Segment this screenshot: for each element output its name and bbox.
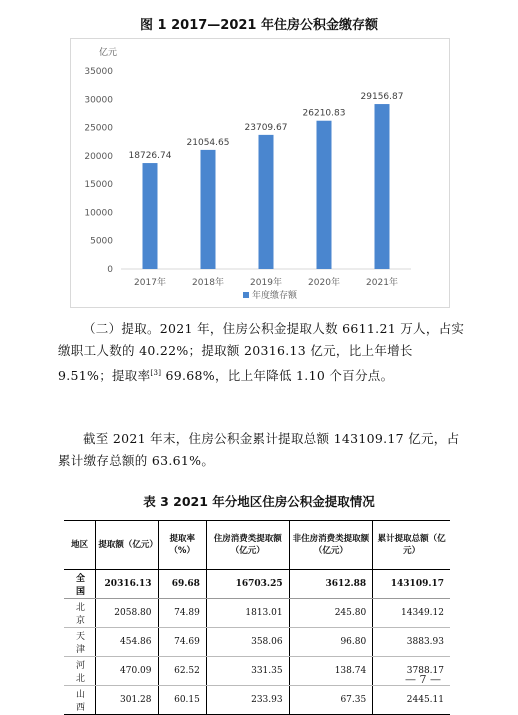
data-label: 23709.67 xyxy=(244,122,288,133)
x-tick-label: 2019年 xyxy=(250,278,282,288)
table-cell: 2445.11 xyxy=(373,686,450,715)
table-cell: 河北 xyxy=(64,657,96,686)
bar-chart xyxy=(70,38,450,308)
table-cell: 3612.88 xyxy=(289,570,373,599)
column-header: 非住房消费类提取额（亿元） xyxy=(289,521,373,570)
table-cell: 233.93 xyxy=(206,686,289,715)
y-tick-label: 20000 xyxy=(84,151,113,162)
table-body xyxy=(64,570,450,715)
table-cell: 470.09 xyxy=(96,657,158,686)
paragraph-withdrawal xyxy=(58,318,468,387)
y-tick-label: 30000 xyxy=(84,95,113,106)
table-row xyxy=(64,657,450,686)
para2-text: 截至 2021 年末，住房公积金累计提取总额 143109.17 亿元，占累计缴存总额的 63.61%。 xyxy=(58,431,460,468)
table-cell: 60.15 xyxy=(158,686,206,715)
withdrawal-table xyxy=(64,520,450,715)
data-label: 21054.65 xyxy=(186,137,230,148)
table-row xyxy=(64,599,450,628)
table-cell: 138.74 xyxy=(289,657,373,686)
para1-text: （二）提取。2021 年，住房公积金提取人数 6611.21 万人，占实缴职工人数的 40.22%；提取额 20316.13 亿元，比上年增长 9.51%；提取率 xyxy=(58,321,465,384)
bar-2019年 xyxy=(259,135,274,269)
y-tick-label: 5000 xyxy=(90,236,113,247)
table-cell: 67.35 xyxy=(289,686,373,715)
bar-2020年 xyxy=(317,121,332,269)
chart-svg xyxy=(71,39,449,307)
table-row xyxy=(64,628,450,657)
legend-label: 年度缴存额 xyxy=(252,291,298,301)
column-header: 累计提取总额（亿元） xyxy=(373,521,450,570)
y-tick-label: 0 xyxy=(107,265,113,275)
x-tick-label: 2017年 xyxy=(134,278,166,288)
x-tick-label: 2018年 xyxy=(192,278,224,288)
legend-swatch xyxy=(243,292,249,298)
column-header: 地区 xyxy=(64,521,96,570)
table-cell: 1813.01 xyxy=(206,599,289,628)
column-header: 提取率（%） xyxy=(158,521,206,570)
y-tick-label: 25000 xyxy=(84,123,113,134)
x-tick-label: 2021年 xyxy=(366,278,398,288)
table-cell: 245.80 xyxy=(289,599,373,628)
table-cell: 14349.12 xyxy=(373,599,450,628)
y-tick-label: 35000 xyxy=(84,67,113,77)
table-cell: 3883.93 xyxy=(373,628,450,657)
table-cell: 96.80 xyxy=(289,628,373,657)
column-header: 提取额（亿元） xyxy=(96,521,158,570)
y-tick-label: 15000 xyxy=(84,180,113,191)
table-cell: 全国 xyxy=(64,570,96,599)
table-cell: 69.68 xyxy=(158,570,206,599)
bar-2018年 xyxy=(201,150,216,269)
footnote-ref[interactable]: [3] xyxy=(150,369,162,377)
table-cell: 2058.80 xyxy=(96,599,158,628)
table-cell: 16703.25 xyxy=(206,570,289,599)
table-header-row xyxy=(64,521,450,570)
table-row xyxy=(64,570,450,599)
table-cell: 454.86 xyxy=(96,628,158,657)
data-label: 29156.87 xyxy=(360,92,404,103)
page-number: — 7 — xyxy=(405,673,441,686)
table-row xyxy=(64,686,450,715)
table-cell: 74.89 xyxy=(158,599,206,628)
x-tick-label: 2020年 xyxy=(308,278,340,288)
bar-2021年 xyxy=(375,104,390,269)
paragraph-cumulative xyxy=(58,428,468,472)
table-cell: 山西 xyxy=(64,686,96,715)
y-axis-unit: 亿元 xyxy=(99,48,118,58)
table-cell: 143109.17 xyxy=(373,570,450,599)
data-label: 26210.83 xyxy=(302,108,346,119)
table-cell: 74.69 xyxy=(158,628,206,657)
table-cell: 北京 xyxy=(64,599,96,628)
table-cell: 358.06 xyxy=(206,628,289,657)
column-header: 住房消费类提取额（亿元） xyxy=(206,521,289,570)
table-cell: 331.35 xyxy=(206,657,289,686)
para1-end: 69.68%，比上年降低 1.10 个百分点。 xyxy=(161,368,394,384)
table-cell: 天津 xyxy=(64,628,96,657)
table-cell: 62.52 xyxy=(158,657,206,686)
table-cell: 301.28 xyxy=(96,686,158,715)
table-title: 表 3 2021 年分地区住房公积金提取情况 xyxy=(143,494,375,509)
table-cell: 3788.17 xyxy=(373,657,450,686)
table-cell: 20316.13 xyxy=(96,570,158,599)
figure-title: 图 1 2017—2021 年住房公积金缴存额 xyxy=(140,18,378,33)
bar-2017年 xyxy=(143,163,158,269)
data-label: 18726.74 xyxy=(128,151,172,162)
y-tick-label: 10000 xyxy=(84,208,113,219)
